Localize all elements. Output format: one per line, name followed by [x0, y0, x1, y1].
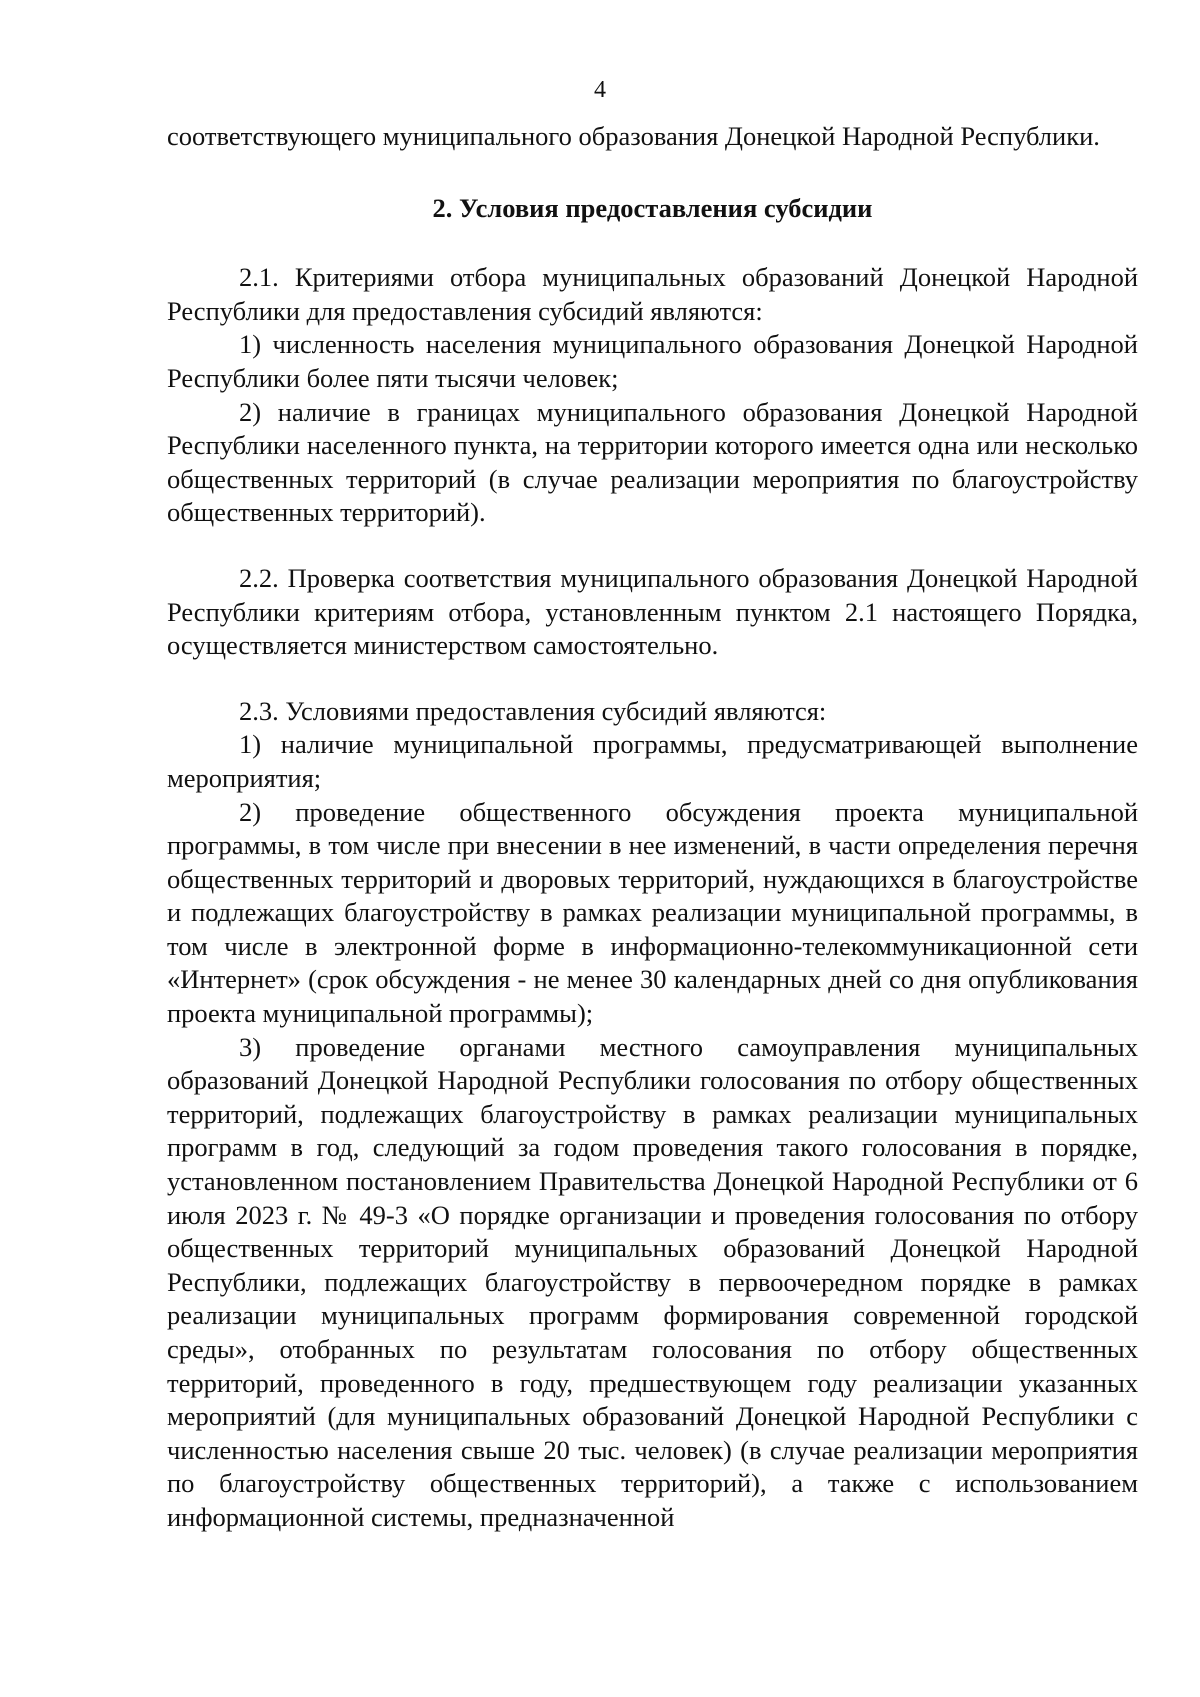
clause-2-2: 2.2. Проверка соответствия муниципального образования Донецкой Народной Республики критериям отбора, установленным пунктом 2.1 настоящего Порядка, осуществляется министерством самостоятельно. — [167, 562, 1138, 661]
section-heading: 2. Условия предоставления субсидии — [432, 192, 873, 223]
page-number: 4 — [594, 77, 606, 103]
paragraph-gap — [167, 530, 1138, 562]
clause-2-3-lead: 2.3. Условиями предоставления субсидий являются: — [239, 695, 827, 726]
paragraph-gap — [167, 663, 1138, 695]
clause-2-1-lead: 2.1. Критериями отбора муниципальных образований Донецкой Народной Республики для предоставления субсидий являются: — [167, 262, 1138, 326]
clause-2-3-item-3: 3) проведение органами местного самоуправления муниципальных образований Донецкой Народной Республики голосования по отбору общественных территорий, подлежащих благоустройству в рамках реализации муниципальных программ в год, следующий за годом проведения такого голосования в порядке, установленном постановлением Правительства Донецкой Народной Республики от 6 июля 2023 г. № 49-3 «О порядке организации и проведения голосования по отбору общественных территорий муниципальных образований Донецкой Народной Республики, подлежащих благоустройству в первоочередном порядке в рамках реализации муниципальных программ формирования современной городской среды», отобранных по результатам голосования по отбору общественных территорий, проведенного в году, предшествующем году реализации указанных мероприятий (для муниципальных образований Донецкой Народной Республики с численностью населения свыше 20 тыс. человек) (в случае реализации мероприятия по благоустройству общественных территорий), а также с использованием информационной системы, предназначенной — [167, 1031, 1138, 1532]
clause-2-3-item-1: 1) наличие муниципальной программы, предусматривающей выполнение мероприятия; — [167, 729, 1138, 793]
clause-2-1-item-1: 1) численность населения муниципального образования Донецкой Народной Республики более пяти тысячи человек; — [167, 329, 1138, 393]
clause-2-1-item-2: 2) наличие в границах муниципального образования Донецкой Народной Республики населенного пункта, на территории которого имеется одна или несколько общественных территорий (в случае реализации мероприятия по благоустройству общественных территорий). — [167, 396, 1138, 528]
clause-2-3-item-2: 2) проведение общественного обсуждения проекта муниципальной программы, в том числе при внесении в нее изменений, в части определения перечня общественных территорий и дворовых территорий, нуждающихся в благоустройстве и подлежащих благоустройству в рамках реализации муниципальной программы, в том числе в электронной форме в информационно-телекоммуникационной сети «Интернет» (срок обсуждения - не менее 30 календарных дней со дня опубликования проекта муниципальной программы); — [167, 796, 1138, 1029]
intro-paragraph: соответствующего муниципального образования Донецкой Народной Республики. — [167, 121, 1100, 151]
document-body — [167, 120, 1138, 1535]
